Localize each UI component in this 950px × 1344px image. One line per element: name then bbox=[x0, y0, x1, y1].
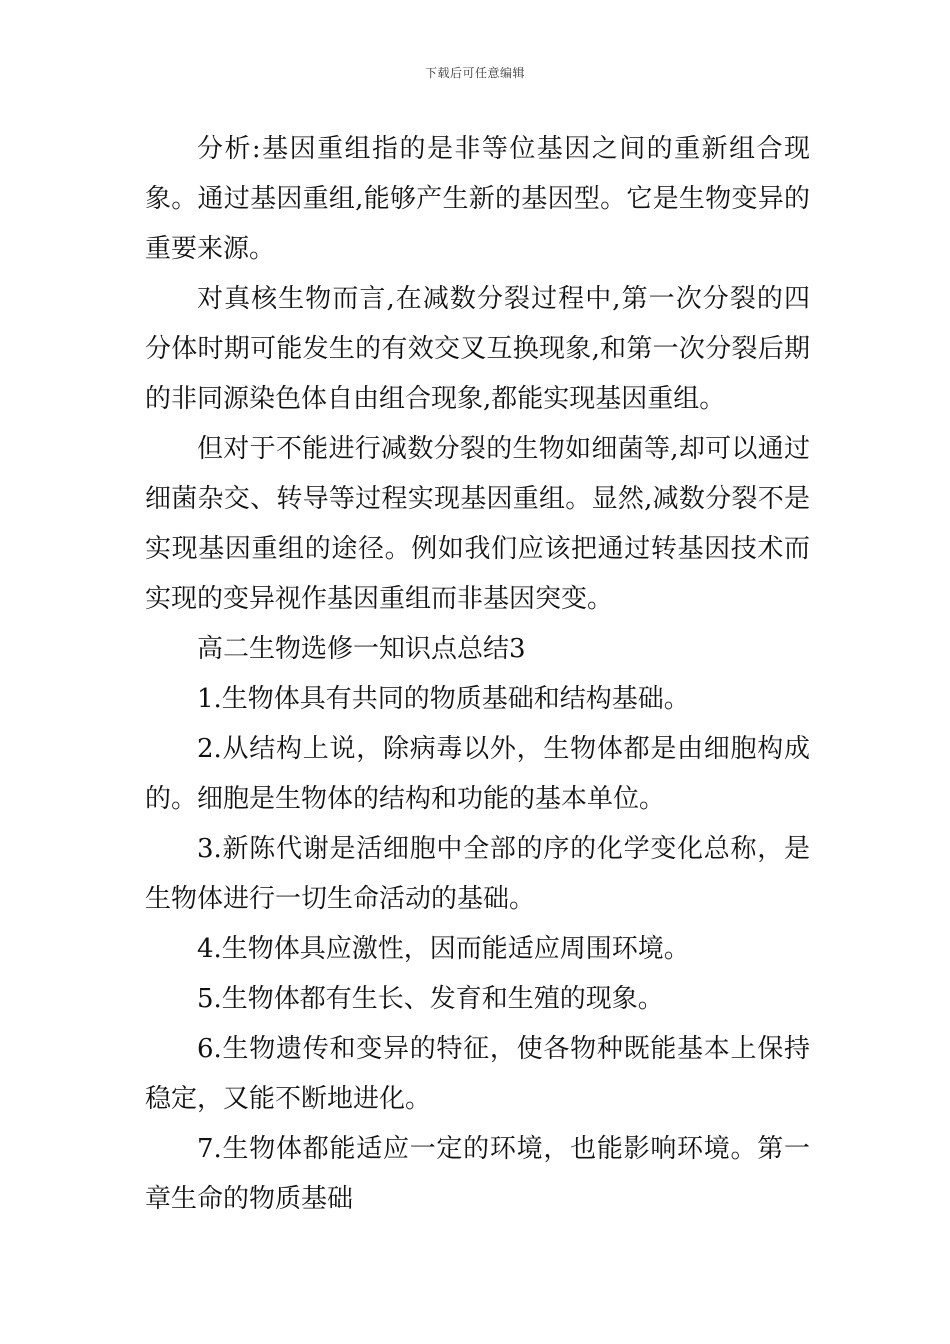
paragraph-eukaryote: 对真核生物而言,在减数分裂过程中,第一次分裂的四分体时期可能发生的有效交叉互换现象,和第一次分裂后期的非同源染色体自由组合现象,都能实现基因重组。 bbox=[145, 284, 810, 414]
list-item-5: 5.生物体都有生长、发育和生殖的现象。 bbox=[197, 984, 664, 1014]
paragraph-bacteria: 但对于不能进行减数分裂的生物如细菌等,却可以通过细菌杂交、转导等过程实现基因重组。显然,减数分裂不是实现基因重组的途径。例如我们应该把通过转基因技术而实现的变异视作基因重组而非基因突变。 bbox=[145, 434, 810, 614]
list-item-1: 1.生物体具有共同的物质基础和结构基础。 bbox=[197, 684, 690, 714]
list-item-6: 6.生物遗传和变异的特征，使各物种既能基本上保持稳定，又能不断地进化。 bbox=[145, 1034, 810, 1114]
section-heading: 高二生物选修一知识点总结3 bbox=[197, 634, 526, 664]
list-item-2: 2.从结构上说，除病毒以外，生物体都是由细胞构成的。细胞是生物体的结构和功能的基本单位。 bbox=[145, 734, 810, 814]
list-item-4: 4.生物体具应激性，因而能适应周围环境。 bbox=[197, 934, 690, 964]
header-note: 下载后可任意编辑 bbox=[424, 66, 525, 80]
list-item-3: 3.新陈代谢是活细胞中全部的序的化学变化总称，是生物体进行一切生命活动的基础。 bbox=[145, 834, 810, 914]
paragraph-analysis: 分析:基因重组指的是非等位基因之间的重新组合现象。通过基因重组,能够产生新的基因型。它是生物变异的重要来源。 bbox=[145, 134, 810, 264]
list-item-7: 7.生物体都能适应一定的环境，也能影响环境。第一章生命的物质基础 bbox=[145, 1134, 810, 1214]
document-body bbox=[145, 124, 810, 1224]
